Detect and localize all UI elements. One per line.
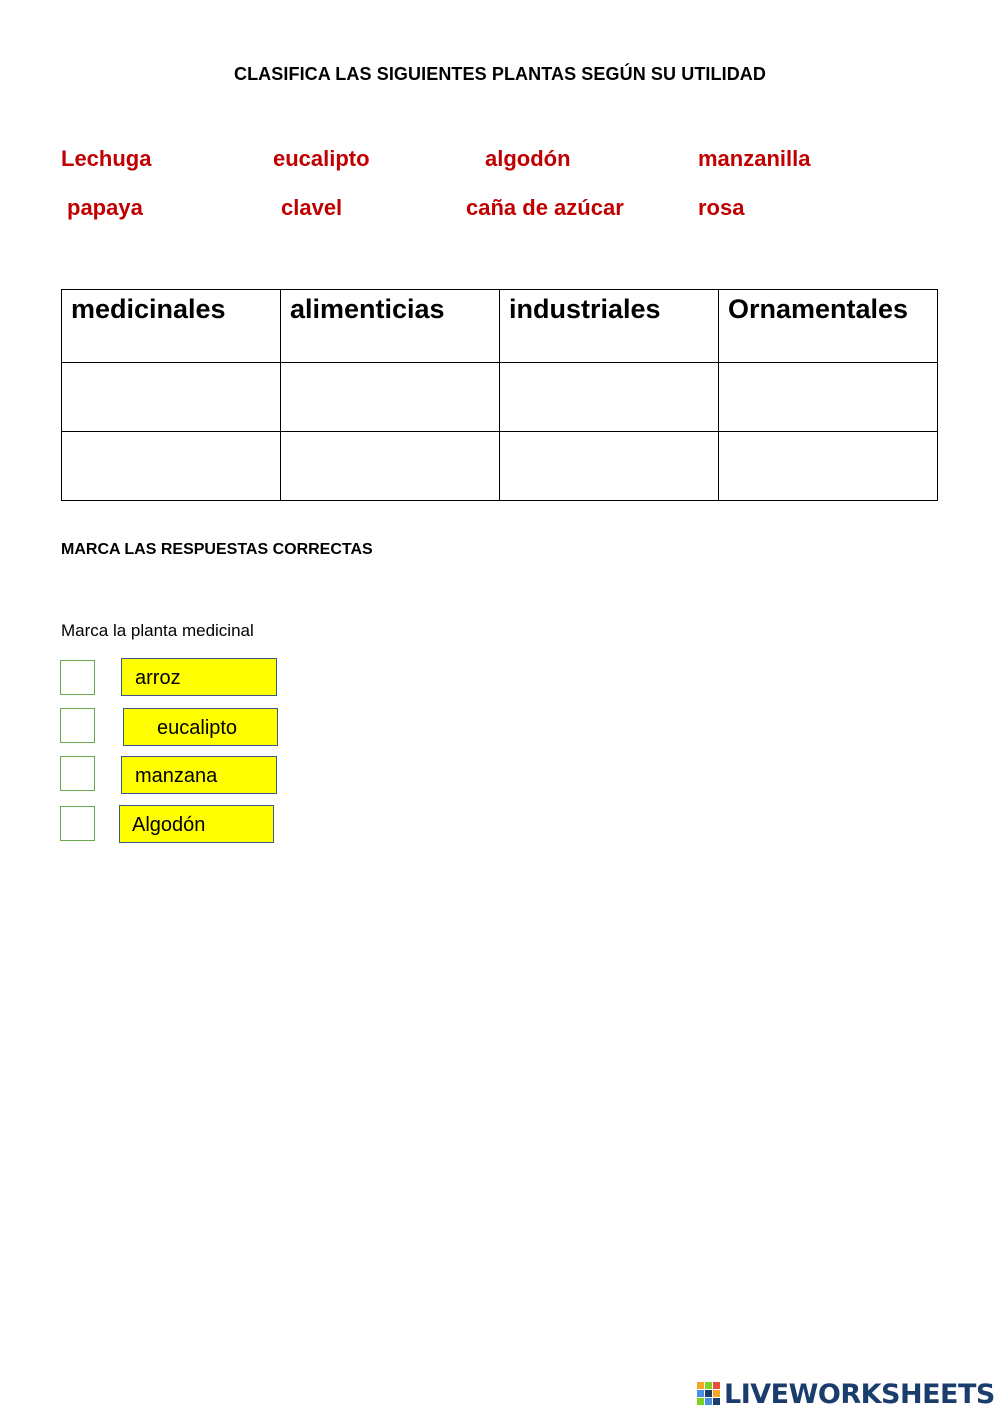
section-title: MARCA LAS RESPUESTAS CORRECTAS (61, 541, 373, 558)
word-bank-item[interactable]: caña de azúcar (466, 195, 624, 220)
word-bank-item[interactable]: algodón (485, 146, 571, 171)
drop-cell[interactable] (62, 363, 281, 432)
header-industriales: industriales (500, 290, 719, 363)
table-row (62, 432, 938, 501)
word-bank-item[interactable]: clavel (281, 195, 343, 220)
drop-cell[interactable] (719, 432, 938, 501)
brand-footer (697, 1376, 995, 1412)
brand-name: LIVEWORKSHEETS (724, 1378, 995, 1410)
answer-option[interactable]: Algodón (119, 805, 274, 843)
classification-table (61, 289, 938, 501)
liveworksheets-logo-icon (697, 1382, 721, 1406)
word-bank-item[interactable]: papaya (67, 195, 143, 220)
header-ornamentales: Ornamentales (719, 290, 938, 363)
answer-checkbox[interactable] (60, 806, 95, 841)
drop-cell[interactable] (62, 432, 281, 501)
answer-option[interactable]: manzana (121, 756, 277, 794)
answer-option[interactable]: arroz (121, 658, 277, 696)
question-text: Marca la planta medicinal (61, 621, 254, 640)
drop-cell[interactable] (281, 363, 500, 432)
answer-checkbox[interactable] (60, 756, 95, 791)
word-bank-item[interactable]: Lechuga (61, 146, 152, 171)
word-bank-item[interactable]: eucalipto (273, 146, 370, 171)
drop-cell[interactable] (281, 432, 500, 501)
answer-checkbox[interactable] (60, 660, 95, 695)
word-bank-item[interactable]: manzanilla (698, 146, 811, 171)
drop-cell[interactable] (719, 363, 938, 432)
header-alimenticias: alimenticias (281, 290, 500, 363)
drop-cell[interactable] (500, 363, 719, 432)
table-header-row (62, 290, 938, 363)
page-title: CLASIFICA LAS SIGUIENTES PLANTAS SEGÚN SU UTILIDAD (233, 64, 767, 84)
table-row (62, 363, 938, 432)
word-bank-item[interactable]: rosa (698, 195, 745, 220)
answer-option[interactable]: eucalipto (123, 708, 278, 746)
answer-checkbox[interactable] (60, 708, 95, 743)
header-medicinales: medicinales (62, 290, 281, 363)
drop-cell[interactable] (500, 432, 719, 501)
